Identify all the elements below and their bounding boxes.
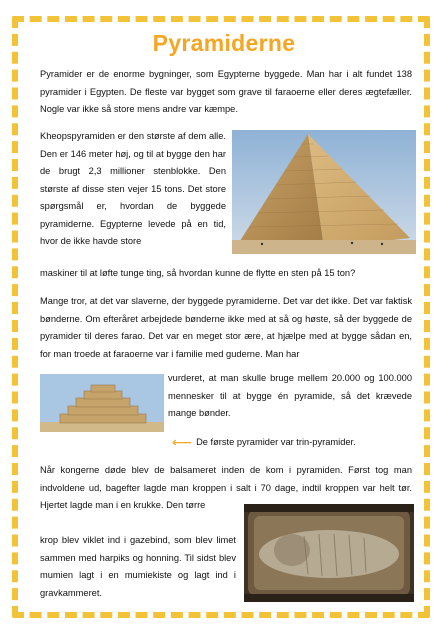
cheops-paragraph [40,128,226,251]
cheops-paragraph-end [40,265,412,283]
caption-text: De første pyramider var trin-pyramider. [196,437,356,447]
builders-text-end: vurderet, at man skulle bruge mellem 20.000 og 100.000 mennesker til at bygge én pyramide, så det krævede mange bønder. [168,373,412,418]
intro-text: Pyramider er de enorme bygninger, som Egypterne byggede. Man har i alt fundet 138 pyramider i Egypten. De fleste var bygget som grave til faraoerne eller deres ægtefæller. Nogle var ikke så store mens andre var kæmpe. [40,69,412,114]
step-pyramid-photo [40,374,164,432]
cheops-text-end: maskiner til at løfte tunge ting, så hvordan kunne de flytte en sten på 15 ton? [40,268,356,278]
mummy-text: Når kongerne døde blev de balsameret inden de kom i pyramiden. Først tog man indvoldene ud, bagefter lagde man kroppen i salt i 70 dage, indtil kroppen var helt tør. Hjertet lagde man i en krukke. Den tørre [40,465,412,510]
page-title: Pyramiderne [152,30,296,56]
builders-text: Mange tror, at det var slaverne, der byggede pyramiderne. Det var det ikke. Det var faktisk bønderne. Om efteråret arbejdede bønderne ikke med at så og høste, så der byggede de pyramider til deres farao. Det var en meget stor ære, at hjælpe med at bygge sådan en, for man troede at faraoerne var i familie med guderne. Man har [40,296,412,359]
arrow-left-icon: ⟵ [172,434,193,450]
great-pyramid-photo [232,130,416,254]
step-pyramid-caption [172,436,356,448]
mummy-paragraph-end [40,532,236,602]
intro-paragraph [40,66,412,119]
cheops-text: Kheopspyramiden er den største af dem alle. Den er 146 meter høj, og til at bygge den har de brugt 2,3 millioner stenblokke. Den største af disse sten vejer 15 tons. Det store spørgsmål er, hvordan de byggede pyramiderne. Egypterne levede på en tid, hvor de ikke havde store [40,131,226,246]
mummy-photo [244,504,414,602]
builders-paragraph [40,293,412,363]
builders-paragraph-end [168,370,412,423]
mummy-text-end: krop blev viklet ind i gazebind, som blev limet sammen med harpiks og honning. Til sidst blev mumien lagt i en mumiekiste og lagt ind i gravkammeret. [40,535,236,598]
